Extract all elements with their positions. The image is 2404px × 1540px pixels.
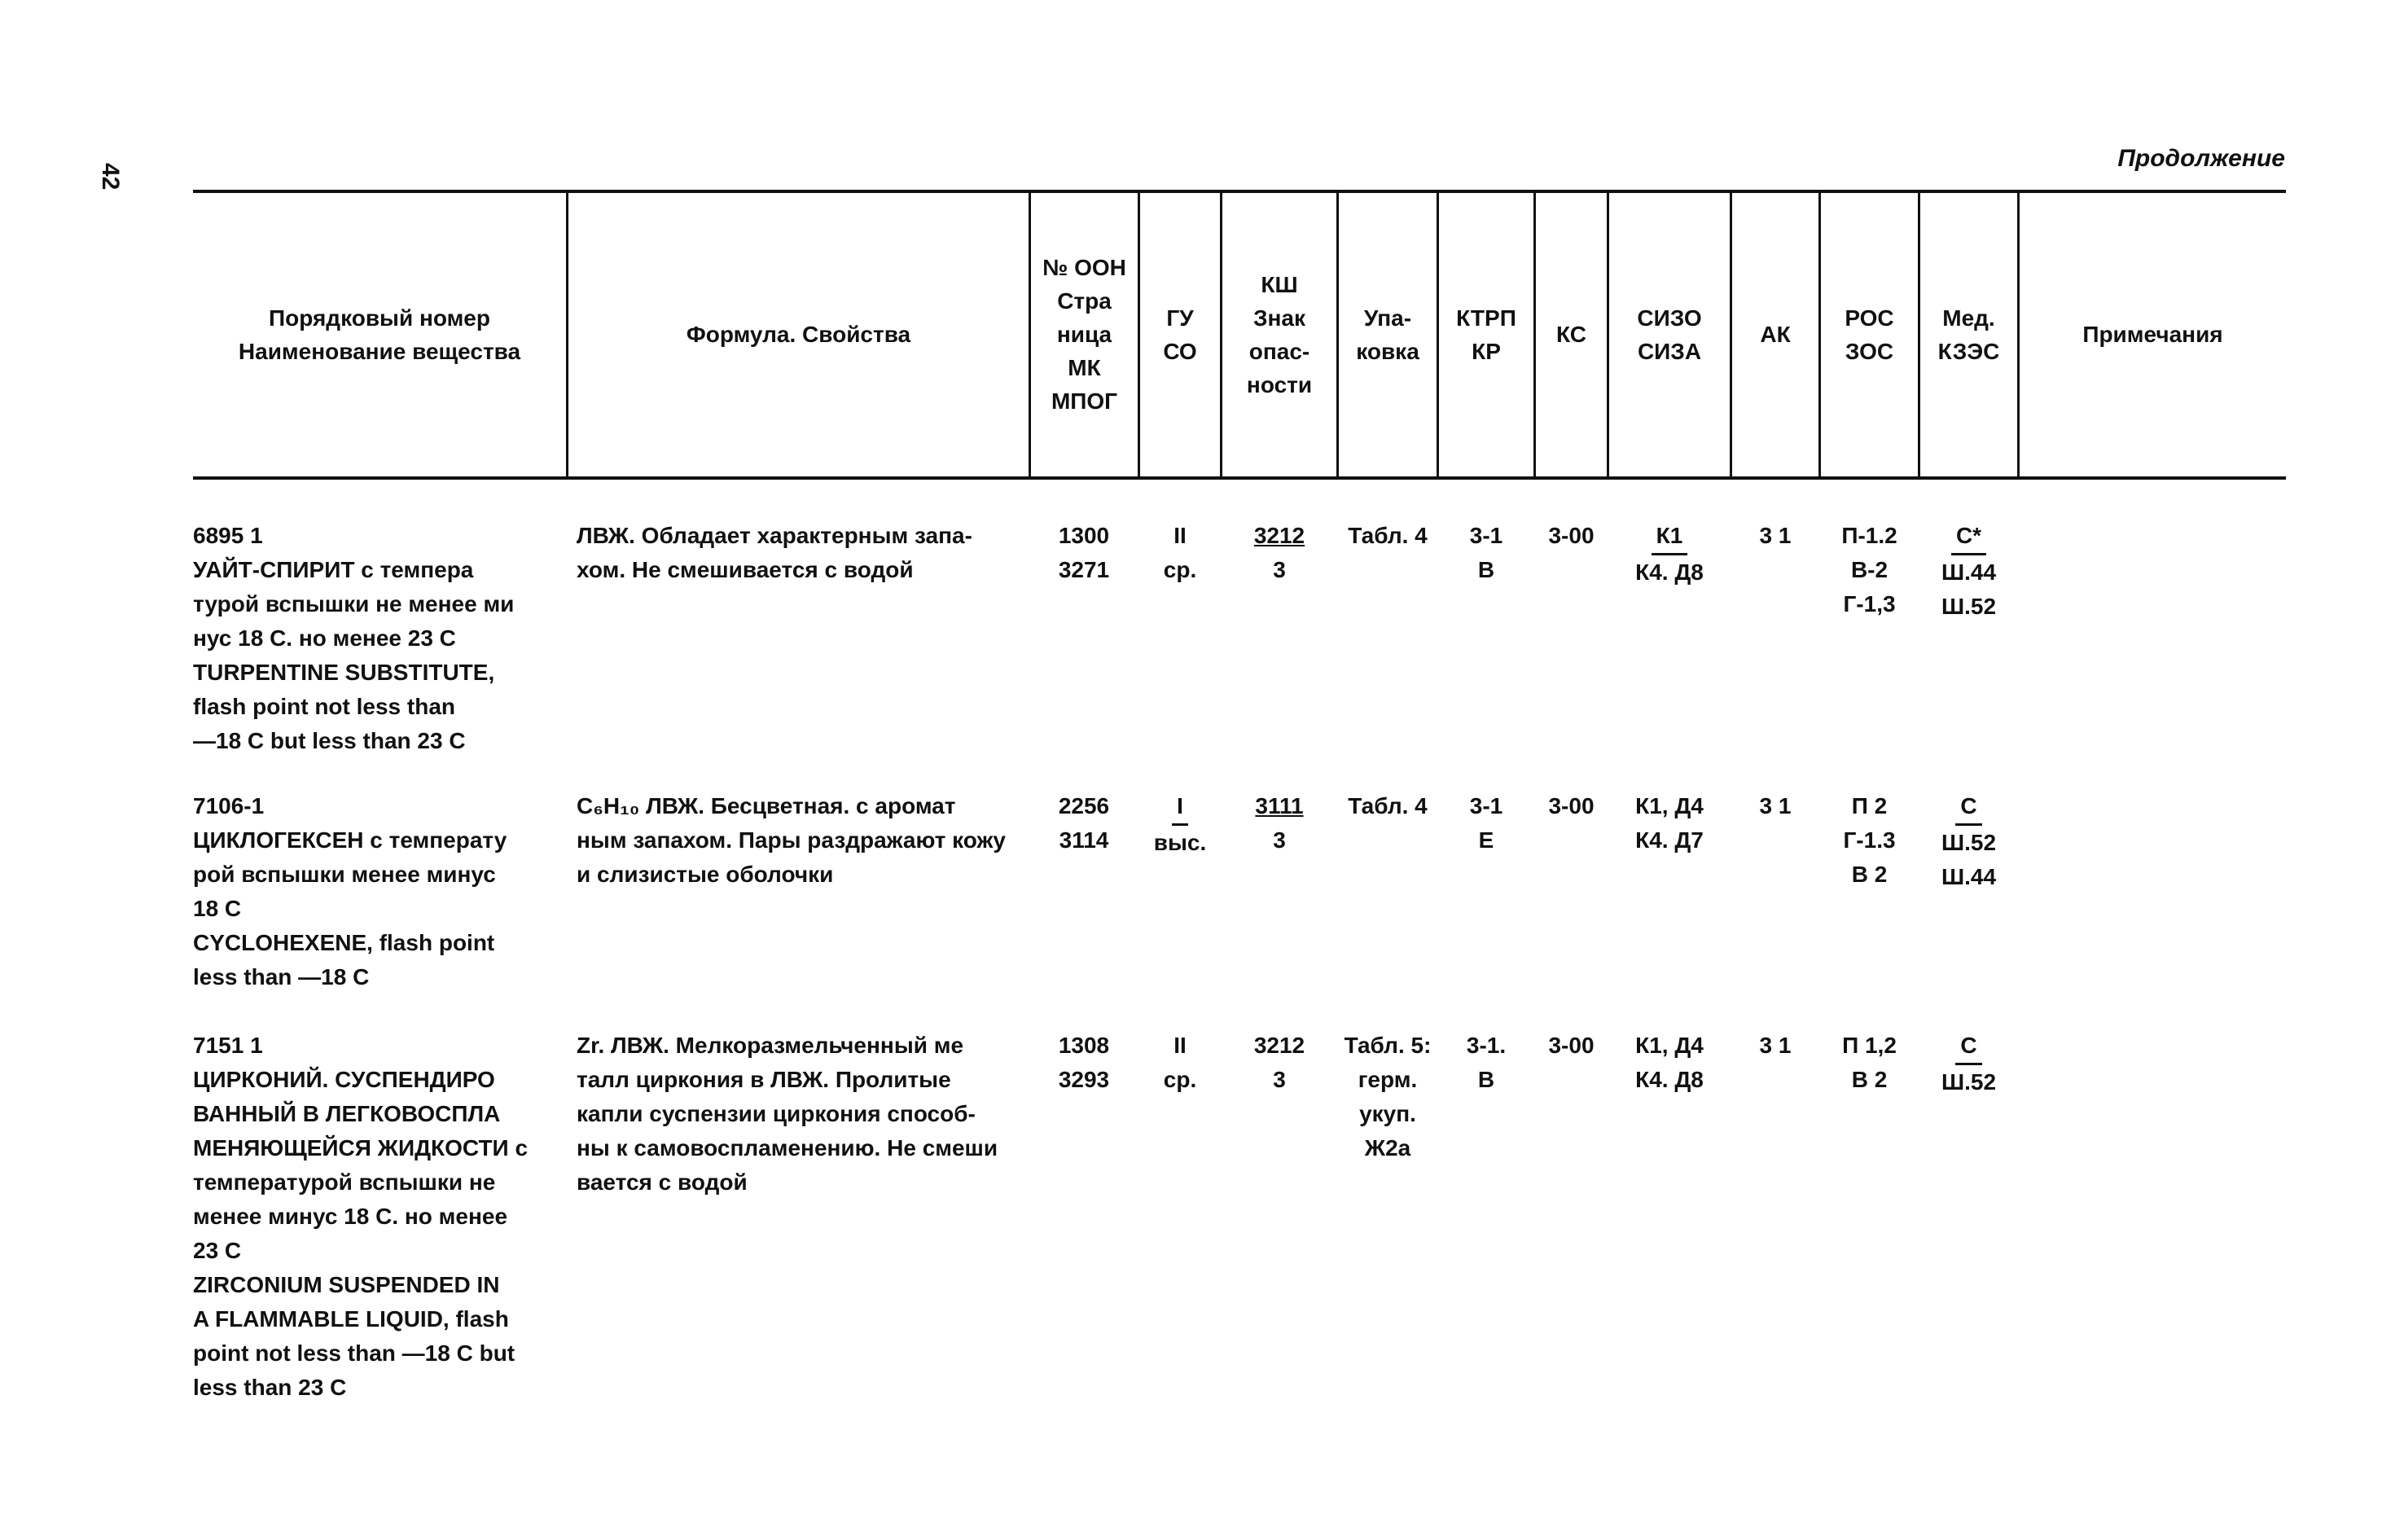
header-notes: Примечания	[2082, 322, 2223, 347]
sizo-value: К1 К4. Д8	[1609, 519, 1730, 590]
un-number: 2256 3114	[1058, 793, 1110, 853]
header-ros: РОС ЗОС	[1845, 305, 1894, 364]
ktrp-value: 3-1 В	[1469, 523, 1503, 582]
ak-value: 3 1	[1759, 1033, 1792, 1058]
ktrp-value: 3-1. В	[1466, 1033, 1507, 1092]
header-ktrp: КТРП КР	[1456, 305, 1516, 364]
header-formula: Формула. Свойства	[686, 322, 911, 347]
page-number: 42	[97, 163, 124, 191]
header-ak: АК	[1760, 322, 1791, 347]
continued-label: Продолжение	[2117, 145, 2285, 172]
substance-name: 7106-1 ЦИКЛОГЕКСЕН с температу рой вспышки менее минус 18 С CYCLOHEXENE, flash point less than —18 C	[193, 793, 507, 989]
sizo-value: К1, Д4 К4. Д8	[1635, 1033, 1704, 1092]
un-number: 1308 3293	[1058, 1033, 1110, 1092]
header-un-number: № ООН Стра ница МК МПОГ	[1042, 255, 1126, 414]
ros-value: П-1.2 В-2 Г-1,3	[1841, 523, 1897, 616]
packaging-value: Табл. 5: герм. укуп. Ж2а	[1344, 1033, 1432, 1160]
gu-value: II ср.	[1163, 523, 1197, 582]
ros-value: П 2 Г-1.3 В 2	[1843, 793, 1896, 887]
formula-properties: C₆H₁₀ ЛВЖ. Бесцветная. с аромат ным запахом. Пары раздражают кожу и слизистые оболочки	[577, 793, 1006, 887]
ktrp-value: 3-1 Е	[1469, 793, 1503, 853]
formula-properties: ЛВЖ. Обладает характерным запа- хом. Не смешивается с водой	[577, 523, 972, 582]
med-value: С Ш.52	[1920, 1029, 2017, 1099]
header-gu: ГУ СО	[1163, 305, 1197, 364]
formula-properties: Zr. ЛВЖ. Мелкоразмельченный ме талл циркония в ЛВЖ. Пролитые капли суспензии циркония способ- ны к самовоспламенению. Не смеши вается с водой	[577, 1033, 998, 1195]
sizo-value: К1, Д4 К4. Д7	[1635, 793, 1704, 853]
header-ks: КС	[1556, 322, 1586, 347]
ros-value: П 1,2 В 2	[1842, 1033, 1897, 1092]
header-name: Порядковый номер Наименование вещества	[238, 305, 521, 364]
header-sizo: СИЗО СИЗА	[1637, 305, 1702, 364]
packaging-value: Табл. 4	[1348, 793, 1428, 818]
packaging-value: Табл. 4	[1348, 523, 1428, 548]
med-value: С* Ш.44 Ш.52	[1920, 519, 2017, 624]
substance-name: 7151 1 ЦИРКОНИЙ. СУСПЕНДИРО ВАННЫЙ В ЛЕГКОВОСПЛА МЕНЯЮЩЕЙСЯ ЖИДКОСТИ с температурой вспышки не менее минус 18 С. но менее 23 С ZIRCONIUM SUSPENDED IN A FLAMMABLE LIQUID, flash point not less than —18 C but less than 23 C	[193, 1033, 529, 1400]
ksh-value: 3212 3	[1253, 1033, 1305, 1092]
ksh-value: 3111 3	[1255, 793, 1304, 853]
header-ksh: КШ Знак опас- ности	[1246, 271, 1313, 397]
header-packaging: Упа- ковка	[1356, 305, 1419, 364]
ak-value: 3 1	[1759, 793, 1792, 818]
ks-value: 3-00	[1548, 793, 1595, 818]
ksh-value: 3212 3	[1253, 523, 1305, 582]
ks-value: 3-00	[1548, 523, 1595, 548]
ak-value: 3 1	[1759, 523, 1792, 548]
gu-value: I выс.	[1140, 789, 1220, 860]
substance-name: 6895 1 УАЙТ-СПИРИТ с темпера турой вспышки не менее ми нус 18 С. но менее 23 С TURPENTINE SUBSTITUTE, flash point not less than —18 C but less than 23 C	[193, 523, 515, 753]
un-number: 1300 3271	[1058, 523, 1110, 582]
ks-value: 3-00	[1548, 1033, 1595, 1058]
med-value: С Ш.52 Ш.44	[1920, 789, 2017, 894]
gu-value: II ср.	[1163, 1033, 1197, 1092]
header-med: Мед. КЗЭС	[1937, 305, 2000, 364]
